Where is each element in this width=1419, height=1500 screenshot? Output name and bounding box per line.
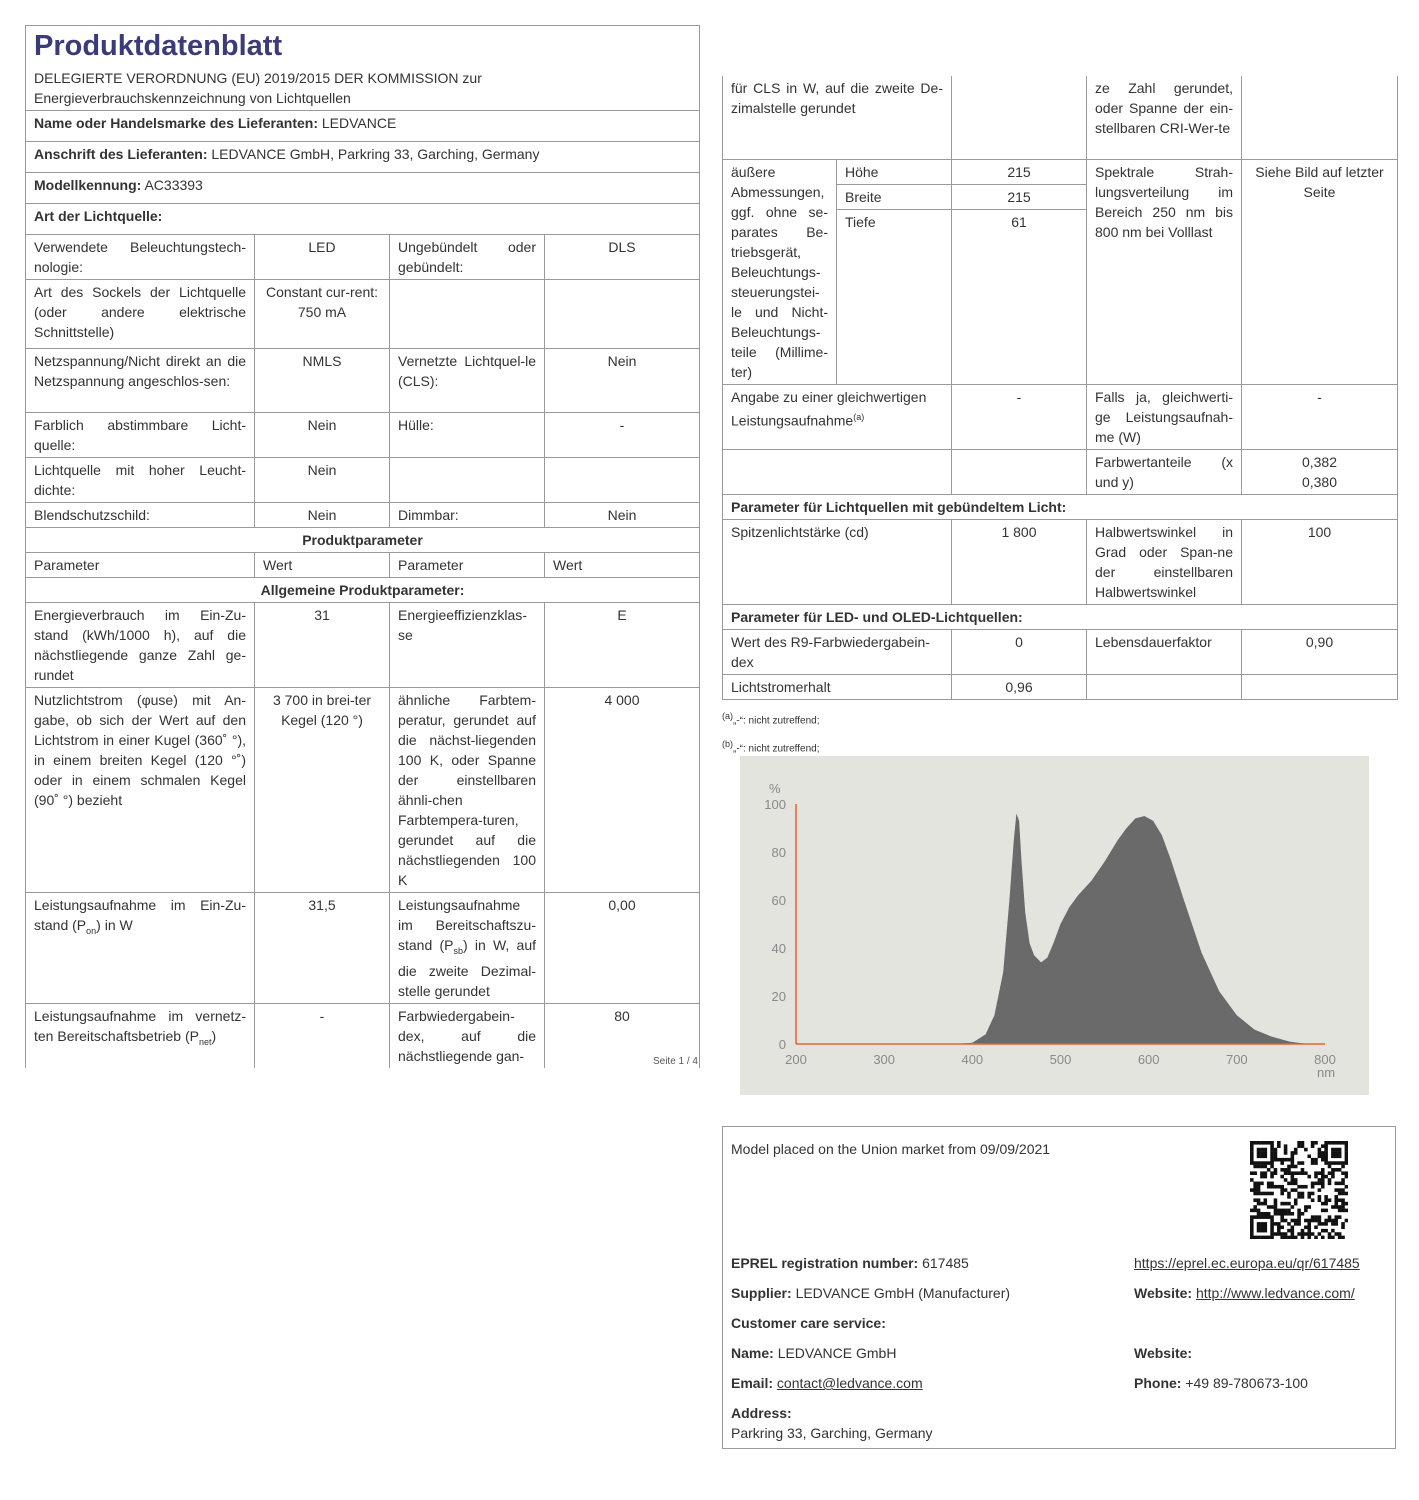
datasheet-page-1 (25, 25, 699, 1068)
value-cell: Nein (545, 503, 700, 528)
col-header-param: Parameter (390, 553, 545, 578)
x-tick-label: 300 (873, 1052, 896, 1067)
param-cell: Energieeffizienzklas-se (390, 603, 545, 688)
y-tick-label: 0 (778, 1037, 786, 1052)
value-cell: Nein (255, 503, 390, 528)
general-params-heading: Allgemeine Produktparameter: (26, 578, 700, 603)
value-cell: NMLS (255, 349, 390, 413)
value-cell: Nein (545, 349, 700, 413)
value-cell: E (545, 603, 700, 688)
footnote-b: (b)„-“: nicht zutreffend; (722, 739, 820, 755)
name-label: Name: (731, 1345, 774, 1361)
lumen-maint-label: Lichtstromerhalt (723, 675, 952, 700)
value-cell: Nein (255, 458, 390, 503)
website-label: Website: (1134, 1285, 1193, 1301)
table-row (26, 349, 700, 413)
param-cell: Leistungsaufnahme im Bereitschaftszu-stand $(P_{sb})$ in W, auf die zweite Dezimal-stelle gerundet (390, 893, 545, 1004)
value-cell (545, 280, 700, 349)
param-cell: für CLS in W, auf die zweite De-zimalstelle gerundet (723, 76, 952, 160)
survival-label: Lebensdauerfaktor (1087, 630, 1242, 675)
datasheet-table-right (722, 76, 1398, 700)
param-cell: Vernetzte Lichtquel-le (CLS): (390, 349, 545, 413)
y-tick-label: 80 (771, 845, 786, 860)
address-value: Parkring 33, Garching, Germany (731, 1425, 933, 1441)
eprel-link[interactable]: https://eprel.ec.europa.eu/qr/617485 (1134, 1255, 1360, 1271)
table-row (723, 385, 1398, 450)
supplier-address-label: Anschrift des Lieferanten: (34, 146, 208, 162)
equiv-value: - (952, 385, 1087, 450)
website-link[interactable]: http://www.ledvance.com/ (1195, 1285, 1355, 1301)
table-row (26, 235, 700, 280)
param-cell: Lichtquelle mit hoher Leucht-dichte: (26, 458, 255, 503)
supplier-label: Supplier: (731, 1285, 792, 1301)
table-row (26, 503, 700, 528)
dim-depth-value: 61 (952, 210, 1087, 385)
page-title: Produktdatenblatt (34, 30, 283, 62)
y-axis-label: % (769, 781, 781, 796)
table-row (26, 458, 700, 503)
regulation-text: DELEGIERTE VERORDNUNG (EU) 2019/2015 DER KOMMISSION zur Energieverbrauchskennzeichnung von Lichtquellen (26, 66, 700, 111)
value-cell: - (545, 413, 700, 458)
beam-label: Halbwertswinkel in Grad oder Span-ne der einstellbaren Halbwertswinkel (1087, 520, 1242, 605)
spectrum-chart (740, 756, 1369, 1095)
datasheet-page-continued (722, 76, 1397, 761)
survival-value: 0,90 (1242, 630, 1398, 675)
peak-value: 1 800 (952, 520, 1087, 605)
value-cell: DLS (545, 235, 700, 280)
chroma-label: Farbwertanteile (x und y) (1087, 450, 1242, 495)
x-tick-label: 800 (1314, 1052, 1336, 1067)
equiv-power-label: Falls ja, gleichwerti-ge Leistungsaufnah-me (W) (1087, 385, 1242, 450)
table-row (723, 76, 1398, 160)
email-label: Email: (731, 1375, 774, 1391)
param-cell: Ungebündelt oder gebündelt: (390, 235, 545, 280)
eprel-info-box (722, 1126, 1396, 1449)
param-cell: Leistungsaufnahme im vernetz-ten Bereitschaftsbetrieb $(P_{net})$ (26, 1003, 255, 1068)
supplier-address-value: LEDVANCE GmbH, Parkring 33, Garching, Germany (211, 146, 540, 162)
col-header-value: Wert (545, 553, 700, 578)
param-cell: Art des Sockels der Lichtquelle (oder andere elektrische Schnittstelle) (26, 280, 255, 349)
beam-value: 100 (1242, 520, 1398, 605)
param-cell: Hülle: (390, 413, 545, 458)
dim-width-label: Breite (837, 185, 952, 210)
param-cell: Nutzlichtstrom (φuse) mit An-gabe, ob sich der Wert auf den Lichtstrom in einer Kugel (360˚ °), in einem breiten Kegel (120 °˚) oder in einem schmalen Kegel (90˚ °) bezieht (26, 688, 255, 893)
product-params-heading: Produktparameter (26, 528, 700, 553)
param-cell: Farbwiedergabein-dex, auf die nächstliegende gan- (390, 1003, 545, 1068)
value-cell: 31 (255, 603, 390, 688)
r9-value: 0 (952, 630, 1087, 675)
address-label: Address: (731, 1405, 792, 1421)
x-axis-label: nm (1317, 1065, 1336, 1080)
param-cell (390, 458, 545, 503)
value-cell (1242, 76, 1398, 160)
directional-heading: Parameter für Lichtquellen mit gebündeltem Licht: (723, 495, 1398, 520)
param-cell: Netzspannung/Nicht direkt an die Netzspannung angeschlos-sen: (26, 349, 255, 413)
led-heading: Parameter für LED- und OLED-Lichtquellen: (723, 605, 1398, 630)
y-tick-label: 60 (771, 893, 786, 908)
dim-height-label: Höhe (837, 160, 952, 185)
table-row (26, 280, 700, 349)
x-tick-label: 700 (1225, 1052, 1248, 1067)
dimensions-label: äußere Abmessungen, ggf. ohne se-parates Be-triebsgerät, Beleuchtungs-steuerungstei-le und Nicht-Beleuchtungs-teile (Millime-ter) (723, 160, 837, 385)
value-cell: 0,00 (545, 893, 700, 1004)
param-cell: Dimmbar: (390, 503, 545, 528)
supplier-name-value: LEDVANCE (321, 115, 397, 131)
spectral-value: Siehe Bild auf letzter Seite (1242, 160, 1398, 385)
x-tick-label: 500 (1049, 1052, 1072, 1067)
x-tick-label: 200 (785, 1052, 807, 1067)
table-row (723, 160, 1398, 185)
datasheet-table-left (25, 25, 700, 1068)
param-cell: Verwendete Beleuchtungstech-nologie: (26, 235, 255, 280)
dim-width-value: 215 (952, 185, 1087, 210)
param-cell: ze Zahl gerundet, oder Spanne der ein-stellbaren CRI-Wer-te (1087, 76, 1242, 160)
market-text: Model placed on the Union market from 09/09/2021 (731, 1141, 1051, 1157)
equiv-label: Angabe zu einer gleichwertigen Leistungsaufnahme$^{(a)}$ (723, 385, 952, 450)
supplier-value: LEDVANCE GmbH (Manufacturer) (795, 1285, 1011, 1301)
col-header-value: Wert (255, 553, 390, 578)
peak-label: Spitzenlichtstärke (cd) (723, 520, 952, 605)
phone-label: Phone: (1134, 1375, 1182, 1391)
value-cell: 80 (545, 1003, 700, 1068)
customer-care-label: Customer care service: (731, 1315, 886, 1331)
value-cell: Constant cur-rent: 750 mA (255, 280, 390, 349)
y-tick-label: 20 (771, 989, 786, 1004)
equiv-power-value: - (1242, 385, 1398, 450)
r9-label: Wert des R9-Farbwiedergabein-dex (723, 630, 952, 675)
table-row (26, 893, 700, 1004)
value-cell (545, 458, 700, 503)
supplier-name-label: Name oder Handelsmarke des Lieferanten: (34, 115, 318, 131)
footnote-a: (a)„-“: nicht zutreffend; (722, 711, 820, 727)
table-row (723, 675, 1398, 700)
table-row (723, 630, 1398, 675)
x-tick-label: 400 (961, 1052, 984, 1067)
value-cell: 3 700 in brei-ter Kegel (120 °) (255, 688, 390, 893)
table-row (723, 450, 1398, 495)
table-row (26, 688, 700, 893)
eprel-value: 617485 (922, 1255, 969, 1271)
source-type-heading: Art der Lichtquelle: (26, 204, 700, 235)
chroma-value: 0,382 0,380 (1242, 450, 1398, 495)
dim-height-value: 215 (952, 160, 1087, 185)
website2-label: Website: (1134, 1345, 1193, 1361)
value-cell: LED (255, 235, 390, 280)
value-cell: Nein (255, 413, 390, 458)
y-tick-label: 40 (771, 941, 786, 956)
value-cell: - (255, 1003, 390, 1068)
table-row (26, 413, 700, 458)
param-cell: ähnliche Farbtem-peratur, gerundet auf die nächst-liegenden 100 K, oder Spanne der einstellbaren ähnli-chen Farbtempera-turen, gerundet auf die nächstliegenden 100 K (390, 688, 545, 893)
eprel-label: EPREL registration number: (731, 1255, 919, 1271)
lumen-maint-value: 0,96 (952, 675, 1087, 700)
x-tick-label: 600 (1137, 1052, 1160, 1067)
phone-value: +49 89-780673-100 (1185, 1375, 1308, 1391)
dim-depth-label: Tiefe (837, 210, 952, 385)
param-cell: Leistungsaufnahme im Ein-Zu-stand $(P_{on})$ in W (26, 893, 255, 1004)
table-row (26, 1003, 700, 1068)
model-label: Modellkennung: (34, 177, 142, 193)
model-value: AC33393 (144, 177, 203, 193)
table-row (26, 603, 700, 688)
email-link[interactable]: contact@ledvance.com (776, 1375, 923, 1391)
y-tick-label: 100 (764, 797, 786, 812)
param-cell (390, 280, 545, 349)
value-cell (952, 76, 1087, 160)
value-cell: 31,5 (255, 893, 390, 1004)
qr-code-icon (1250, 1141, 1348, 1239)
col-header-param: Parameter (26, 553, 255, 578)
page-number: Seite 1 / 4 (652, 1056, 698, 1067)
param-cell: Farblich abstimmbare Licht-quelle: (26, 413, 255, 458)
spectral-label: Spektrale Strah-lungsverteilung im Bereich 250 nm bis 800 nm bei Volllast (1087, 160, 1242, 385)
param-cell: Energieverbrauch im Ein-Zu-stand (kWh/1000 h), auf die nächstliegende ganze Zahl ge-rundet (26, 603, 255, 688)
table-row (723, 520, 1398, 605)
column-header-row (26, 553, 700, 578)
name-value: LEDVANCE GmbH (777, 1345, 897, 1361)
param-cell: Blendschutzschild: (26, 503, 255, 528)
value-cell: 4 000 (545, 688, 700, 893)
